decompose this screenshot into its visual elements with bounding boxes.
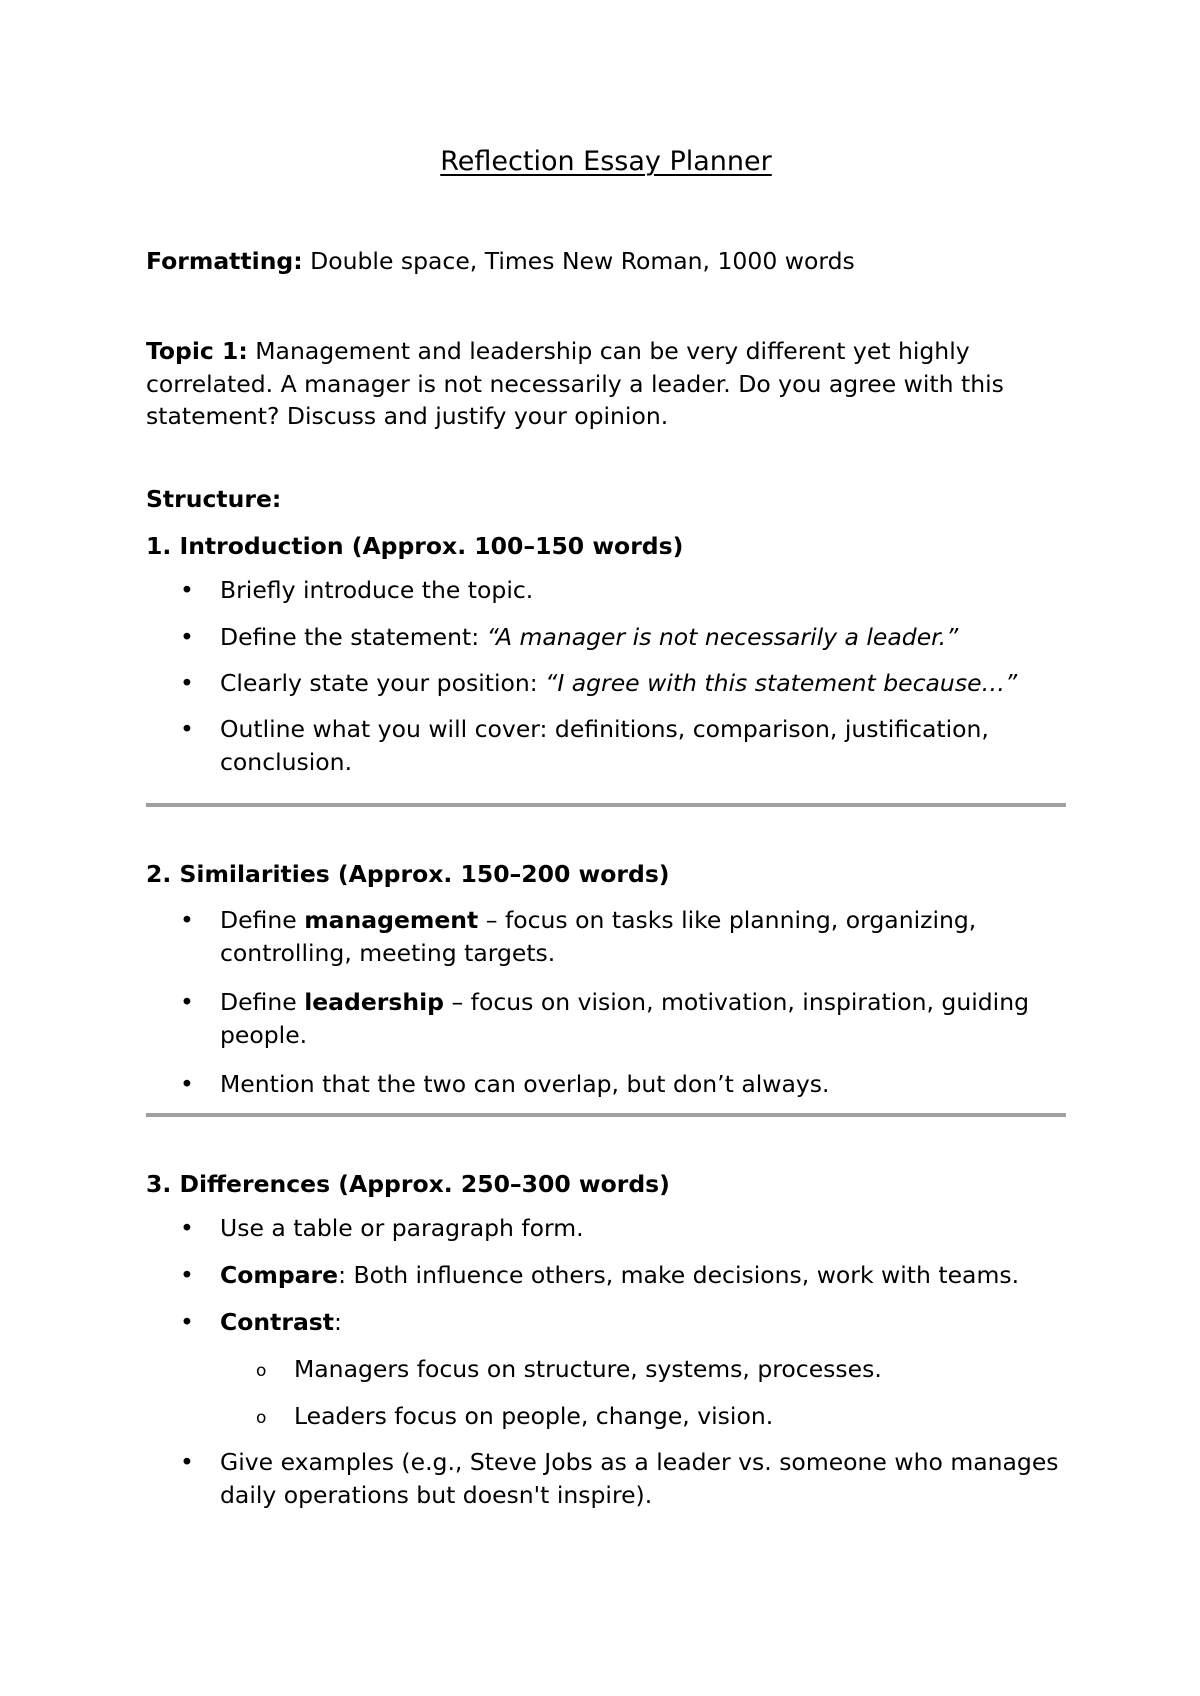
bullet-icon: • — [180, 906, 194, 934]
section-divider — [146, 1113, 1066, 1117]
section-divider — [146, 803, 1066, 807]
bullet-icon: • — [180, 576, 194, 604]
bullet-icon: • — [180, 1261, 194, 1289]
topic-paragraph — [146, 335, 1066, 433]
list-item: • Mention that the two can overlap, but don’t always. — [220, 1068, 1066, 1101]
topic-label: Topic 1: — [146, 337, 248, 365]
bullet-icon: • — [180, 669, 194, 697]
list-item: • Compare: Both influence others, make decisions, work with teams. — [220, 1259, 1066, 1292]
list-item: • Briefly introduce the topic. — [220, 574, 1066, 607]
topic-text: Management and leadership can be very different yet highly correlated. A manager is not necessarily a leader. Do you agree with this statement? Discuss and justify your opinion. — [146, 337, 1004, 430]
page-title: Reflection Essay Planner — [440, 146, 772, 177]
bullet-icon: • — [180, 1070, 194, 1098]
formatting-label: Formatting: — [146, 247, 303, 275]
list-item: • Define the statement: “A manager is not necessarily a leader.” — [220, 621, 1066, 654]
list-item: • Define management – focus on tasks like planning, organizing, controlling, meeting targets. — [180, 906, 977, 967]
circle-bullet-icon: o — [256, 1361, 267, 1381]
bullet-icon: • — [180, 1448, 194, 1476]
sub-list-item: o Leaders focus on people, change, vision. — [294, 1400, 1066, 1433]
structure-heading: Structure: — [146, 485, 282, 513]
bullet-icon: • — [180, 1214, 194, 1242]
sub-list-item: o Managers focus on structure, systems, processes. — [294, 1353, 1066, 1386]
bullet-icon: • — [180, 715, 194, 743]
circle-bullet-icon: o — [256, 1408, 267, 1428]
bullet-icon: • — [180, 1308, 194, 1336]
section-heading: 3. Differences (Approx. 250–300 words) — [146, 1170, 670, 1198]
list-item: • Give examples (e.g., Steve Jobs as a leader vs. someone who manages daily operations but doesn't inspire). — [180, 1448, 1059, 1509]
list-item: • Clearly state your position: “I agree with this statement because…” — [220, 667, 1066, 700]
formatting-text: Double space, Times New Roman, 1000 words — [302, 247, 855, 275]
formatting-line — [146, 245, 855, 277]
list-item: • Contrast: — [220, 1306, 1066, 1339]
list-item: • Use a table or paragraph form. — [220, 1212, 1066, 1245]
list-item: • Define leadership – focus on vision, motivation, inspiration, guiding people. — [180, 988, 1030, 1049]
section-heading: 2. Similarities (Approx. 150–200 words) — [146, 860, 670, 888]
list-item: • Outline what you will cover: definitions, comparison, justification, conclusion. — [180, 715, 989, 776]
bullet-icon: • — [180, 623, 194, 651]
bullet-icon: • — [180, 988, 194, 1016]
section-heading: 1. Introduction (Approx. 100–150 words) — [146, 532, 684, 560]
